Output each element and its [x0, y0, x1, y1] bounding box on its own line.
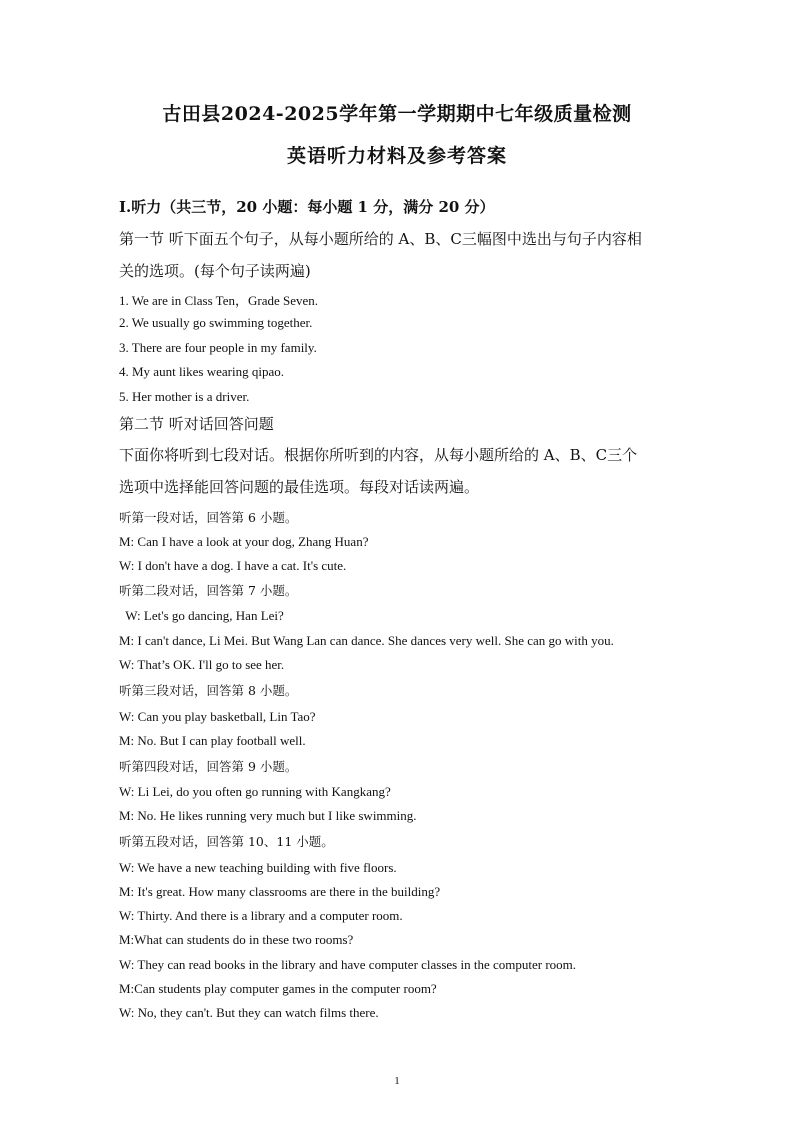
section-heading: Ⅰ.听力（共三节，20 小题：每小题 1 分，满分 20 分） [119, 198, 495, 216]
dialogue-heading: 听第二段对话，回答第 7 小题。 [119, 583, 298, 598]
dialogue-line: W: They can read books in the library and have computer classes in the computer room. [119, 957, 577, 972]
sentence-5: 5. Her mother is a driver. [119, 389, 250, 404]
dialogue-heading: 听第四段对话，回答第 9 小题。 [119, 759, 298, 774]
page-title: 古田县2024-2025学年第一学期期中七年级质量检测 [162, 103, 632, 125]
dialogue-line: M: No. But I can play football well. [119, 733, 306, 748]
sentence-4: 4. My aunt likes wearing qipao. [119, 364, 284, 379]
part2-intro-line1: 下面你将听到七段对话。根据你所听到的内容，从每小题所给的 A、B、C三个 [119, 446, 638, 464]
part2-intro-line2: 选项中选择能回答问题的最佳选项。每段对话读两遍。 [119, 478, 480, 496]
dialogue-line: W: Can you play basketball, Lin Tao? [119, 709, 316, 724]
part1-intro-line2: 关的选项。(每个句子读两遍) [119, 262, 311, 280]
dialogue-heading: 听第一段对话，回答第 6 小题。 [119, 510, 298, 525]
dialogue-heading: 听第五段对话，回答第 10、11 小题。 [119, 834, 334, 849]
dialogue-line: M:What can students do in these two rooms? [119, 932, 354, 947]
page-number: 1 [394, 1075, 400, 1087]
dialogue-line: W: Thirty. And there is a library and a computer room. [119, 908, 403, 923]
page-subtitle: 英语听力材料及参考答案 [286, 145, 507, 167]
dialogue-line: M: I can't dance, Li Mei. But Wang Lan can dance. She dances very well. She can go with you. [119, 633, 614, 648]
dialogue-line: W: Let's go dancing, Han Lei? [119, 608, 284, 623]
part1-intro-line1: 第一节 听下面五个句子，从每小题所给的 A、B、C三幅图中选出与句子内容相 [119, 230, 642, 248]
dialogue-line: W: We have a new teaching building with five floors. [119, 860, 397, 875]
dialogue-line: W: I don't have a dog. I have a cat. It's cute. [119, 558, 347, 573]
dialogue-line: M: It's great. How many classrooms are there in the building? [119, 884, 441, 899]
dialogue-heading: 听第三段对话，回答第 8 小题。 [119, 683, 298, 698]
part2-title: 第二节 听对话回答问题 [119, 415, 274, 433]
dialogue-line: W: That’s OK. I'll go to see her. [119, 657, 285, 672]
dialogue-line: W: Li Lei, do you often go running with Kangkang? [119, 784, 391, 799]
sentence-1: 1. We are in Class Ten，Grade Seven. [119, 293, 319, 308]
dialogue-line: M:Can students play computer games in the computer room? [119, 981, 437, 996]
dialogue-line: M: No. He likes running very much but I like swimming. [119, 808, 417, 823]
sentence-2: 2. We usually go swimming together. [119, 315, 313, 330]
sentence-3: 3. There are four people in my family. [119, 340, 317, 355]
dialogue-line: M: Can I have a look at your dog, Zhang Huan? [119, 534, 369, 549]
dialogue-line: W: No, they can't. But they can watch films there. [119, 1005, 379, 1020]
